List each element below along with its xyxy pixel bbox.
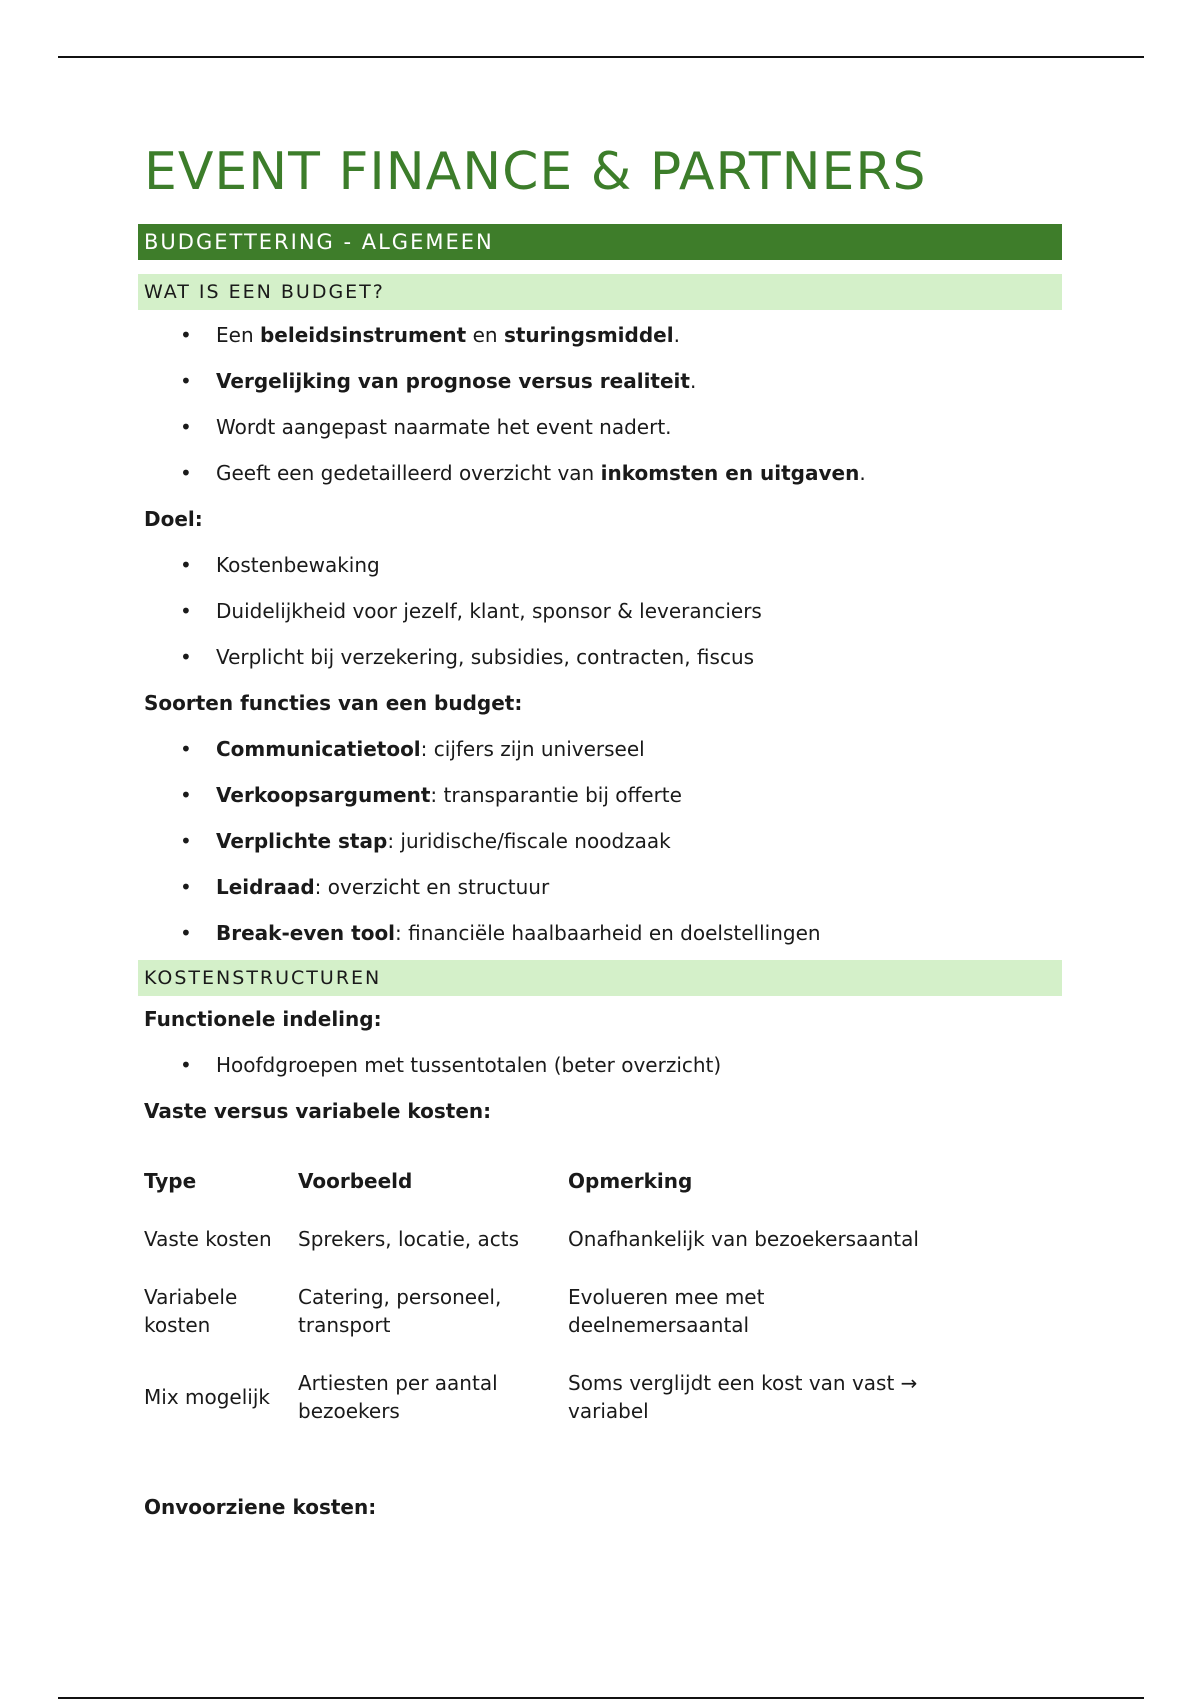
functies-label: Soorten functies van een budget:	[144, 691, 523, 715]
list-item: • Communicatietool: cijfers zijn universeel	[138, 726, 1062, 772]
list-item: • Verplicht bij verzekering, subsidies, contracten, fiscus	[138, 634, 1062, 680]
table-row	[144, 1354, 928, 1440]
list-item: • Verplichte stap: juridische/fiscale noodzaak	[138, 818, 1062, 864]
table-cell: Mix mogelijk	[144, 1385, 270, 1409]
list-item: • Leidraad: overzicht en structuur	[138, 864, 1062, 910]
subheading-wat-is-een-budget: WAT IS EEN BUDGET?	[138, 274, 1062, 310]
functionele-list	[138, 1042, 1062, 1088]
table-header-opmerking: Opmerking	[568, 1169, 693, 1193]
list-item: • Geeft een gedetailleerd overzicht van inkomsten en uitgaven.	[138, 450, 1062, 496]
top-rule	[58, 56, 1144, 58]
list-item: • Hoofdgroepen met tussentotalen (beter overzicht)	[138, 1042, 1062, 1088]
kosten-table	[144, 1152, 928, 1440]
doel-label: Doel:	[144, 507, 203, 531]
table-row	[144, 1210, 928, 1268]
functies-list	[138, 726, 1062, 956]
list-item: • Verkoopsargument: transparantie bij offerte	[138, 772, 1062, 818]
list-item: • Kostenbewaking	[138, 542, 1062, 588]
onvoorziene-kosten-label: Onvoorziene kosten:	[144, 1495, 377, 1519]
functionele-indeling-label: Functionele indeling:	[144, 1007, 382, 1031]
section-heading-budgettering: BUDGETTERING - ALGEMEEN	[138, 224, 1062, 260]
table-cell: Evolueren mee met deelnemersaantal	[568, 1285, 765, 1337]
list-item: • Vergelijking van prognose versus realiteit.	[138, 358, 1062, 404]
list-item: • Break-even tool: financiële haalbaarheid en doelstellingen	[138, 910, 1062, 956]
table-cell: Soms verglijdt een kost van vast → variabel	[568, 1371, 918, 1423]
table-cell: Variabele kosten	[144, 1285, 238, 1337]
table-row	[144, 1268, 928, 1354]
list-item: • Wordt aangepast naarmate het event nadert.	[138, 404, 1062, 450]
table-header-row	[144, 1152, 928, 1210]
table-cell: Artiesten per aantal bezoekers	[298, 1371, 498, 1423]
table-cell: Sprekers, locatie, acts	[298, 1227, 519, 1251]
document-content	[138, 140, 1062, 1530]
subheading-kostenstructuren: KOSTENSTRUCTUREN	[138, 960, 1062, 996]
table-header-type: Type	[144, 1169, 197, 1193]
table-cell: Catering, personeel, transport	[298, 1285, 502, 1337]
list-item: • Duidelijkheid voor jezelf, klant, sponsor & leveranciers	[138, 588, 1062, 634]
vaste-variabele-label: Vaste versus variabele kosten:	[144, 1099, 492, 1123]
bottom-rule	[58, 1697, 1144, 1699]
table-cell: Onafhankelijk van bezoekersaantal	[568, 1227, 919, 1251]
document-title: EVENT FINANCE & PARTNERS	[144, 142, 927, 202]
table-cell: Vaste kosten	[144, 1227, 272, 1251]
doel-list	[138, 542, 1062, 680]
table-header-voorbeeld: Voorbeeld	[298, 1169, 413, 1193]
list-item: • Een beleidsinstrument en sturingsmiddel.	[138, 312, 1062, 358]
budget-list	[138, 312, 1062, 496]
